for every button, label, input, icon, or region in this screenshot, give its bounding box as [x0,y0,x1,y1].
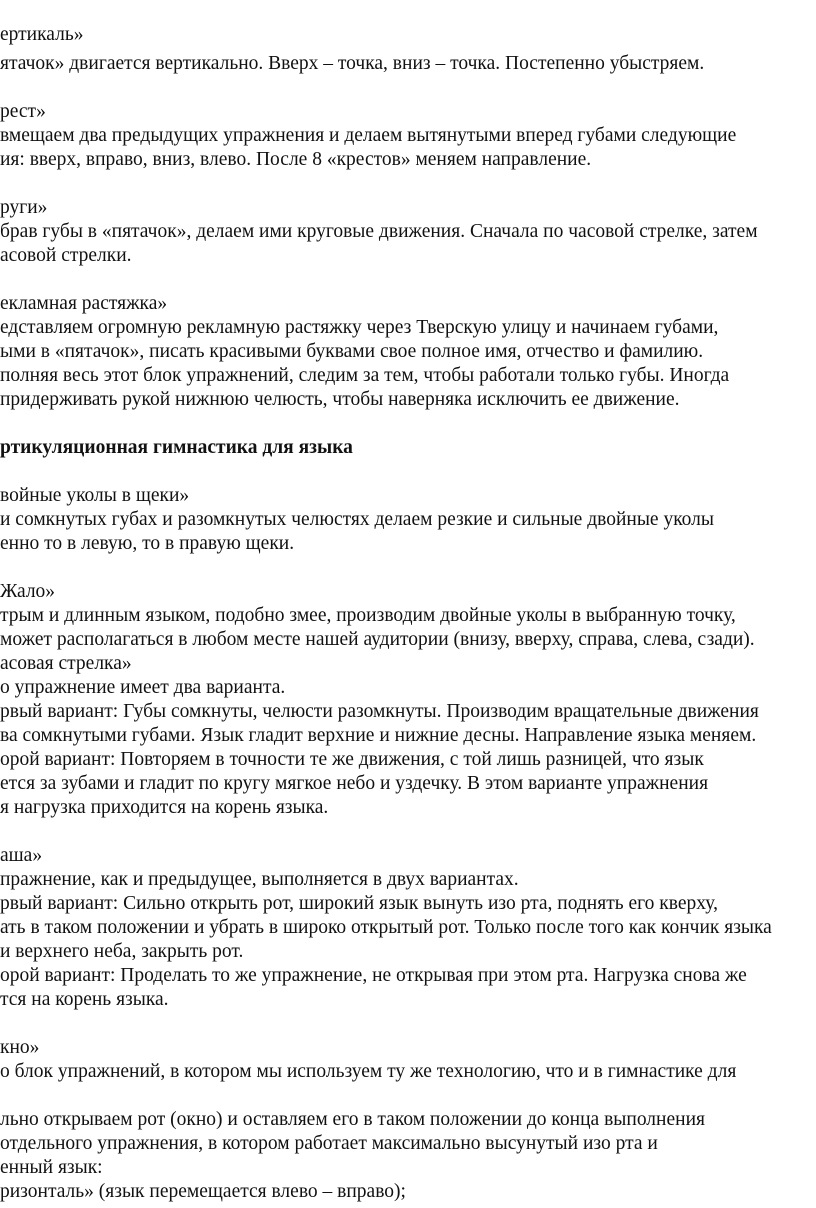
text-line: вмещаем два предыдущих упражнения и делаем вытянутыми вперед губами следующие [0,125,737,146]
text-line: орой вариант: Повторяем в точности те же движения, с той лишь разницей, что язык [0,749,704,770]
text-line: орой вариант: Проделать то же упражнение, не открывая при этом рта. Нагрузка снова же [0,965,747,986]
text-line: полняя весь этот блок упражнений, следим за тем, чтобы работали только губы. Иногда [0,365,730,386]
text-line: ыми в «пятачок», писать красивыми буквами свое полное имя, отчество и фамилию. [0,341,704,362]
text-line: пражнение, как и предыдущее, выполняется в двух вариантах. [0,869,519,890]
text-line: придерживать рукой нижнюю челюсть, чтобы наверняка исключить ее движение. [0,389,680,410]
text-line: рвый вариант: Сильно открыть рот, широкий язык вынуть изо рта, поднять его кверху, [0,893,718,914]
heading-cup: аша» [0,845,43,866]
heading-vertical: ертикаль» [0,24,84,45]
text-line: о упражнение имеет два варианта. [0,677,286,698]
heading-cross: рест» [0,101,46,122]
text-line: енно то в левую, то в правую щеки. [0,533,295,554]
text-line: ва сомкнутыми губами. Язык гладит верхние и нижние десны. Направление языка меняем. [0,725,757,746]
heading-circles: руги» [0,197,48,218]
section-heading-tongue-gymnastics: ртикуляционная гимнастика для языка [0,437,353,458]
heading-double-pricks: войные уколы в щеки» [0,485,190,506]
text-line: рвый вариант: Губы сомкнуты, челюсти разомкнуты. Производим вращательные движения [0,701,759,722]
heading-advertising-banner: екламная растяжка» [0,293,168,314]
text-line: брав губы в «пятачок», делаем ими круговые движения. Сначала по часовой стрелке, затем [0,221,758,242]
heading-clock-hand: асовая стрелка» [0,653,132,674]
text-line: едставляем огромную рекламную растяжку через Тверскую улицу и начинаем губами, [0,317,719,338]
text-line: енный язык: [0,1157,103,1178]
text-line: я нагрузка приходится на корень языка. [0,797,329,818]
text-line: и сомкнутых губах и разомкнутых челюстях делаем резкие и сильные двойные уколы [0,509,715,530]
text-line: ризонталь» (язык перемещается влево – вправо); [0,1181,406,1202]
heading-sting: Жало» [0,581,56,602]
text-line: может располагаться в любом месте нашей аудитории (внизу, вверху, справа, слева, сзади). [0,629,755,650]
text-line: о блок упражнений, в котором мы используем ту же технологию, что и в гимнастике для [0,1061,737,1082]
heading-window: кно» [0,1037,40,1058]
text-line: отдельного упражнения, в котором работает максимально высунутый изо рта и [0,1133,658,1154]
text-line: тся на корень языка. [0,989,169,1010]
text-line: ать в таком положении и убрать в широко открытый рот. Только после того как кончик языка [0,917,772,938]
text-line: трым и длинным языком, подобно змее, производим двойные уколы в выбранную точку, [0,605,736,626]
text-line: ия: вверх, вправо, вниз, влево. После 8 «крестов» меняем направление. [0,149,592,170]
text-line: асовой стрелки. [0,245,132,266]
text-line: льно открываем рот (окно) и оставляем его в таком положении до конца выполнения [0,1109,705,1130]
text-line: ятачок» двигается вертикально. Вверх – точка, вниз – точка. Постепенно убыстряем. [0,53,705,74]
text-line: ется за зубами и гладит по кругу мягкое небо и уздечку. В этом варианте упражнения [0,773,709,794]
text-line: и верхнего неба, закрыть рот. [0,941,244,962]
